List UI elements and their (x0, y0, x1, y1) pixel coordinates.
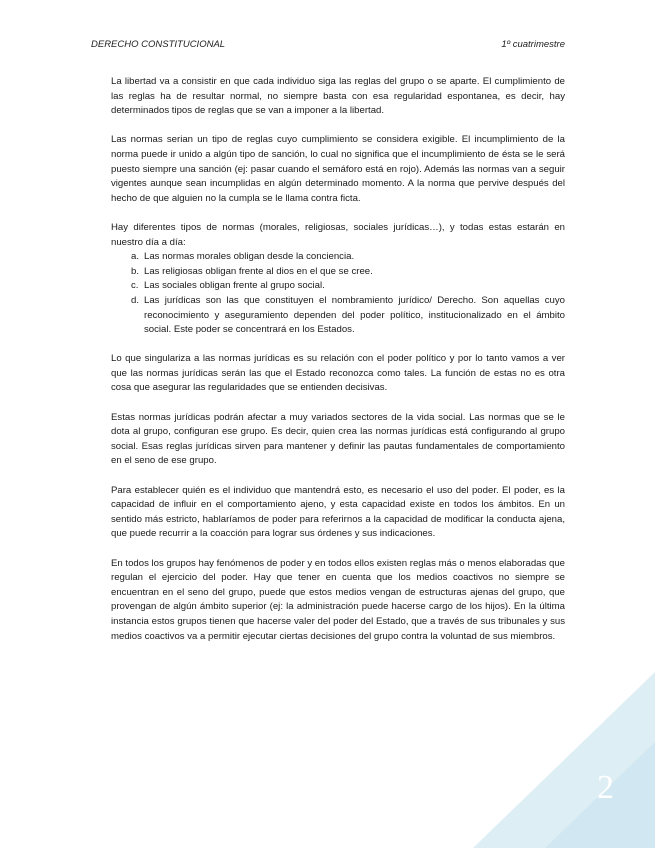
list-item (111, 294, 565, 338)
list-marker: c. (131, 280, 139, 292)
page-number: 2 (597, 769, 614, 806)
list-item-text: Las jurídicas son las que constituyen el nombramiento jurídico/ Derecho. Son aquellas cuyo reconocimiento y aseguramiento dependen del poder político, institucionalizado en el ámbito social. Este poder se concentrará en los Estados. (144, 294, 565, 336)
header-term: 1º cuatrimestre (501, 39, 565, 50)
list-marker: d. (131, 294, 140, 306)
list-item-text: Las sociales obligan frente al grupo social. (144, 280, 325, 292)
list-item (111, 279, 565, 294)
paragraph: En todos los grupos hay fenómenos de poder y en todos ellos existen reglas más o menos elaboradas que regulan el ejercicio del poder. Hay que tener en cuenta que los medios coactivos no siempre se encuentran en el seno del grupo, puede que estos medios vengan de estructuras ajenas del grupo, que provengan de algún ámbito superior (ej: la administración puede hacerse cargo de los hijos). En la última instancia estos grupos tienen que hacerse valer del poder del Estado, que a través de sus tribunales y sus medios coactivos va a permitir ejecutar ciertas decisiones del grupo contra la voluntad de sus miembros. (111, 557, 565, 642)
paragraph: Las normas serian un tipo de reglas cuyo cumplimiento se considera exigible. El incumplimiento de la norma puede ir unido a algún tipo de sanción, lo cual no significa que el incumplimiento de ésta se le será puesto siempre una sanción (ej: pasar cuando el semáforo está en rojo). Además las normas van a seguir vigentes aunque sean incumplidas en algún determinado momento. A la norma que pervive después del hecho de que alguien no la cumpla se le llama contra ficta. (111, 134, 565, 204)
list-item (111, 250, 565, 265)
paragraph: Lo que singulariza a las normas jurídicas es su relación con el poder político y por lo tanto vamos a ver que las normas jurídicas serán las que el Estado reconozca como tales. La función de estas no es otra cosa que asegurar las regularidades que se entienden decisivas. (111, 353, 565, 394)
header-subject: DERECHO CONSTITUCIONAL (91, 39, 226, 50)
corner-decoration (473, 672, 655, 848)
list-item (111, 265, 565, 280)
list-marker: a. (131, 251, 140, 263)
paragraph: Hay diferentes tipos de normas (morales, religiosas, sociales jurídicas…), y todas estas estarán en nuestro día a día: (111, 221, 565, 248)
paragraph: Para establecer quién es el individuo que mantendrá esto, es necesario el uso del poder. El poder, es la capacidad de influir en el comportamiento ajeno, y esta capacidad existe en todos los ámbitos. En un sentido más estricto, hablaríamos de poder para referirnos a la capacidad de modificar la conducta ajena, que puede recurrir a la coacción para lograr sus órdenes y sus indicaciones. (111, 484, 565, 540)
paragraph: La libertad va a consistir en que cada individuo siga las reglas del grupo o se aparte. El cumplimiento de las reglas ha de resultar normal, no siempre basta con esa regularidad espontanea, es decir, hay determinados tipos de reglas que se van a imponer a la libertad. (111, 76, 565, 117)
list-item-text: Las normas morales obligan desde la conciencia. (144, 251, 355, 263)
list-marker: b. (131, 265, 140, 277)
document-body (111, 75, 565, 659)
list-item-text: Las religiosas obligan frente al dios en el que se cree. (144, 265, 373, 277)
paragraph: Estas normas jurídicas podrán afectar a muy variados sectores de la vida social. Las normas que se le dota al grupo, configuran ese grupo. Es decir, quien crea las normas jurídicas está configurando al grupo social. Esas reglas jurídicas sirven para mantener y definir las pautas fundamentales de comportamiento en el seno de ese grupo. (111, 411, 565, 467)
norm-types-list (111, 250, 565, 338)
